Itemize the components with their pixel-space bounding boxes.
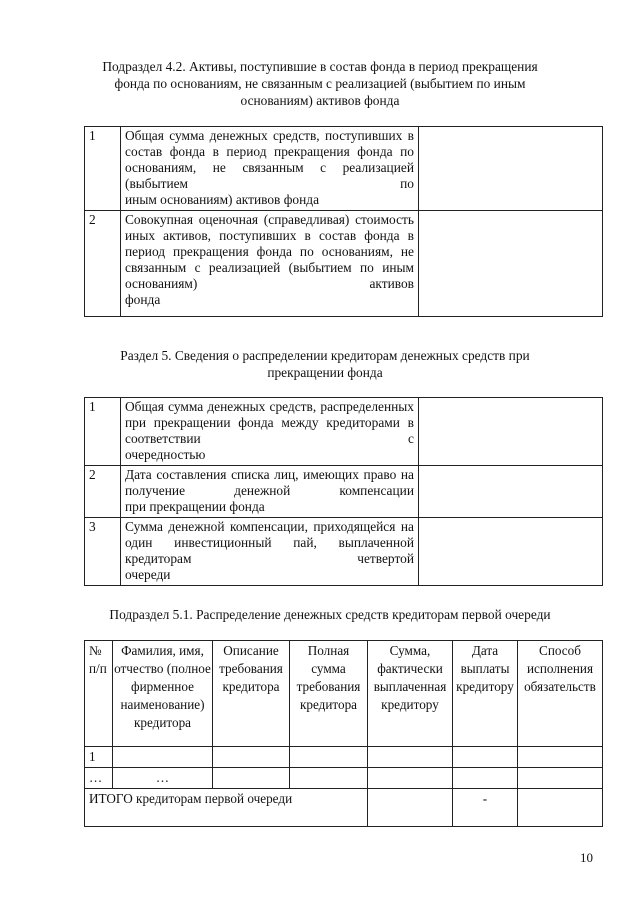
row-number: 2 (85, 211, 121, 317)
section-4-2-table (84, 126, 603, 317)
row-description (121, 398, 419, 466)
cell (213, 747, 290, 768)
cell: … (113, 768, 213, 789)
cell (368, 768, 453, 789)
cell (453, 747, 518, 768)
cell (453, 768, 518, 789)
row-text: Совокупная оценочная (справедливая) стоимость иных активов, поступивших в состав фонда в период прекращения фонда по основаниям, не связанным с реализацией (выбытием по иным основаниям) активов (125, 212, 414, 291)
page-number: 10 (580, 850, 593, 865)
cell (290, 768, 368, 789)
row-text-last: очереди (125, 567, 171, 582)
section-5-1-table (84, 640, 603, 827)
total-label: ИТОГО кредиторам первой очереди (85, 789, 368, 827)
row-number: 2 (85, 466, 121, 518)
section-5-1-title: Подраздел 5.1. Распределение денежных средств кредиторам первой очереди (109, 607, 551, 622)
row-number: 1 (85, 127, 121, 211)
row-text-last: иным основаниям) активов фонда (125, 192, 320, 207)
col-header-number: № п/п (85, 641, 113, 747)
row-text: Сумма денежной компенсации, приходящейся на один инвестиционный пай, выплаченной кредиторам четвертой (125, 519, 414, 566)
col-header-payment-date: Дата выплаты кредитору (453, 641, 518, 747)
row-description (121, 518, 419, 586)
row-value (419, 466, 603, 518)
row-number: … (85, 768, 113, 789)
title-line: прекращении фонда (267, 365, 383, 380)
total-date: - (453, 789, 518, 827)
section-5-title (40, 347, 610, 381)
title-line: основаниям) активов фонда (240, 93, 400, 108)
row-text: Дата составления списка лиц, имеющих право на получение денежной компенсации (125, 467, 414, 498)
row-text-last: фонда (125, 292, 161, 307)
row-description (121, 211, 419, 317)
table-row (85, 747, 603, 768)
row-value (419, 127, 603, 211)
cell (213, 768, 290, 789)
col-header-fulfillment-method: Способ исполнения обязательств (518, 641, 603, 747)
row-value (419, 211, 603, 317)
cell (518, 789, 603, 827)
cell (290, 747, 368, 768)
row-text-last: при прекращении фонда (125, 499, 265, 514)
table-row (85, 768, 603, 789)
cell (518, 747, 603, 768)
row-text: Общая сумма денежных средств, поступивших в состав фонда в период прекращения фонда по основаниям, не связанным с реализацией (выбытием по (125, 128, 414, 191)
table-header-row (85, 641, 603, 747)
col-header-claim-description: Описание требования кредитора (213, 641, 290, 747)
col-header-paid-amount: Сумма, фактически выплаченная кредитору (368, 641, 453, 747)
cell (518, 768, 603, 789)
cell (113, 747, 213, 768)
table-row (85, 398, 603, 466)
row-number: 1 (85, 398, 121, 466)
row-number: 3 (85, 518, 121, 586)
title-line: Раздел 5. Сведения о распределении кредиторам денежных средств при (120, 348, 530, 363)
table-row (85, 466, 603, 518)
row-description (121, 466, 419, 518)
col-header-creditor-name: Фамилия, имя, отчество (полное фирменное наименование) кредитора (113, 641, 213, 747)
title-line: фонда по основаниям, не связанным с реализацией (выбытием по иным (114, 76, 526, 91)
row-number: 1 (85, 747, 113, 768)
row-text: Общая сумма денежных средств, распределенных при прекращении фонда между кредиторами в соответствии с (125, 399, 414, 446)
table-row (85, 211, 603, 317)
cell (368, 747, 453, 768)
section-5-table (84, 397, 603, 586)
table-total-row (85, 789, 603, 827)
table-row (85, 518, 603, 586)
col-header-claim-amount: Полная сумма требования кредитора (290, 641, 368, 747)
row-value (419, 398, 603, 466)
title-line: Подраздел 4.2. Активы, поступившие в состав фонда в период прекращения (102, 59, 538, 74)
row-value (419, 518, 603, 586)
section-4-2-title (40, 58, 600, 109)
cell (368, 789, 453, 827)
row-text-last: очередностью (125, 447, 206, 462)
row-description (121, 127, 419, 211)
table-row (85, 127, 603, 211)
